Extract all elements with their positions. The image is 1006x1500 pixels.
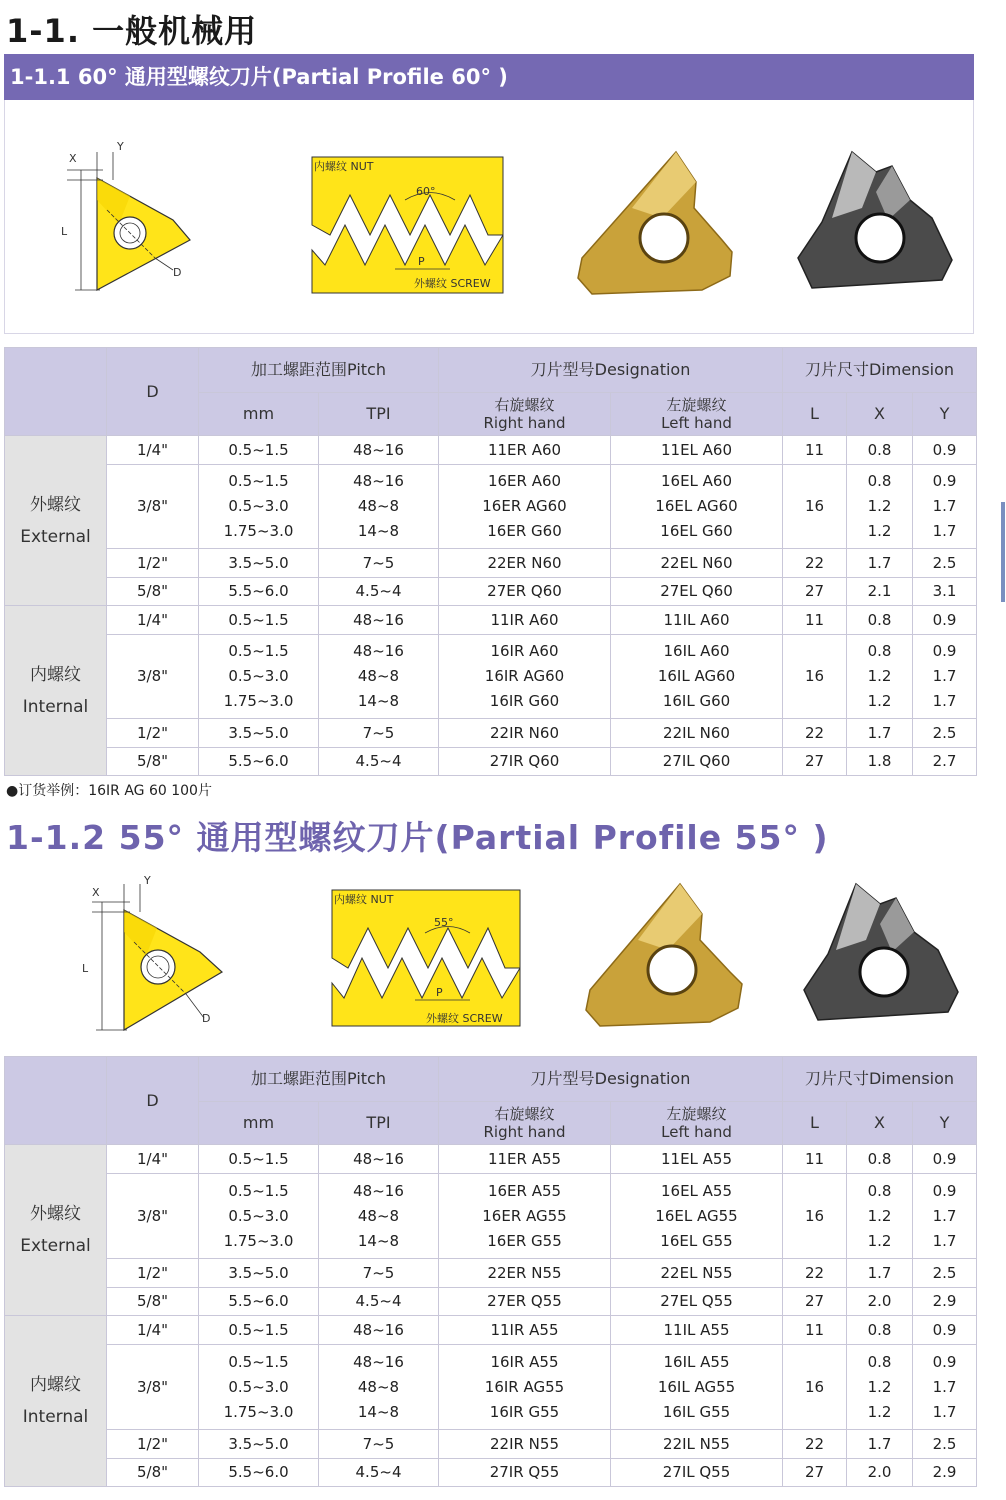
header-blank — [5, 1057, 107, 1145]
cell-tpi: 4.5~4 — [319, 1459, 439, 1487]
cell-l: 16 — [783, 1345, 847, 1430]
cell-x: 0.8 — [847, 436, 913, 465]
cell-right: 22ER N55 — [439, 1259, 611, 1288]
cell-left: 16IL A60 16IL AG60 16IL G60 — [611, 635, 783, 719]
diagram-label-l: L — [61, 225, 68, 238]
header-tpi: TPI — [319, 1102, 439, 1145]
table-row — [5, 719, 977, 748]
group-cn: 外螺纹 — [30, 494, 81, 515]
header-left-hand — [611, 393, 783, 436]
header-x: X — [847, 393, 913, 436]
cell-d: 1/4" — [107, 436, 199, 465]
diagram-label-d: D — [202, 1012, 211, 1025]
table-row — [5, 1259, 977, 1288]
cell-x: 1.7 — [847, 549, 913, 578]
cell-mm: 0.5~1.5 0.5~3.0 1.75~3.0 — [199, 635, 319, 719]
table-row — [5, 1459, 977, 1487]
gold-insert-image-55 — [580, 880, 750, 1030]
group-internal — [5, 1316, 107, 1487]
table-row — [5, 748, 977, 776]
header-y: Y — [913, 393, 977, 436]
cell-y: 3.1 — [913, 578, 977, 606]
cell-d: 3/8" — [107, 1174, 199, 1259]
left-hand-en: Left hand — [661, 1123, 732, 1141]
cell-x: 2.0 — [847, 1288, 913, 1316]
table-row — [5, 436, 977, 465]
cell-d: 1/2" — [107, 1430, 199, 1459]
page-title: 1-1. 一般机械用 — [6, 12, 258, 50]
cell-l: 11 — [783, 1145, 847, 1174]
cell-right: 11IR A55 — [439, 1316, 611, 1345]
cell-y: 0.9 — [913, 606, 977, 635]
pitch-label: P — [436, 986, 443, 999]
left-hand-en: Left hand — [661, 414, 732, 432]
cell-right: 11IR A60 — [439, 606, 611, 635]
header-right-hand — [439, 393, 611, 436]
cell-tpi: 4.5~4 — [319, 748, 439, 776]
cell-x: 1.7 — [847, 1259, 913, 1288]
cell-left: 22EL N60 — [611, 549, 783, 578]
cell-left: 22IL N60 — [611, 719, 783, 748]
header-l: L — [783, 1102, 847, 1145]
screw-label: 外螺纹 SCREW — [414, 277, 491, 290]
cell-mm: 3.5~5.0 — [199, 549, 319, 578]
cell-mm: 5.5~6.0 — [199, 1459, 319, 1487]
cell-right: 22ER N60 — [439, 549, 611, 578]
angle-label: 60° — [416, 185, 436, 198]
group-internal — [5, 606, 107, 776]
group-cn: 内螺纹 — [30, 1375, 81, 1395]
cell-tpi: 48~16 48~8 14~8 — [319, 635, 439, 719]
cell-right: 16ER A60 16ER AG60 16ER G60 — [439, 465, 611, 549]
cell-d: 3/8" — [107, 465, 199, 549]
diagram-label-y: Y — [117, 140, 124, 153]
cell-d: 5/8" — [107, 1288, 199, 1316]
cell-x: 0.8 — [847, 1145, 913, 1174]
cell-y: 2.9 — [913, 1459, 977, 1487]
cell-y: 2.5 — [913, 549, 977, 578]
group-en: Internal — [22, 1407, 89, 1427]
cell-y: 0.9 — [913, 436, 977, 465]
cell-l: 22 — [783, 1259, 847, 1288]
table-row — [5, 465, 977, 549]
cell-mm: 5.5~6.0 — [199, 578, 319, 606]
cell-d: 1/2" — [107, 549, 199, 578]
cell-l: 22 — [783, 1430, 847, 1459]
cell-right: 27ER Q55 — [439, 1288, 611, 1316]
header-l: L — [783, 393, 847, 436]
cell-left: 16IL A55 16IL AG55 16IL G55 — [611, 1345, 783, 1430]
cell-y: 0.9 1.7 1.7 — [913, 1174, 977, 1259]
silver-insert-image-60 — [792, 148, 962, 298]
right-hand-cn: 右旋螺纹 — [494, 1105, 555, 1123]
cell-l: 16 — [783, 465, 847, 549]
cell-y: 2.9 — [913, 1288, 977, 1316]
cell-right: 27IR Q60 — [439, 748, 611, 776]
diagram-label-y: Y — [144, 874, 151, 887]
cell-y: 0.9 — [913, 1145, 977, 1174]
angle-label: 55° — [434, 916, 454, 929]
cell-left: 27EL Q55 — [611, 1288, 783, 1316]
cell-d: 1/4" — [107, 1316, 199, 1345]
group-external — [5, 1145, 107, 1316]
header-x: X — [847, 1102, 913, 1145]
cell-tpi: 7~5 — [319, 1430, 439, 1459]
cell-x: 1.8 — [847, 748, 913, 776]
cell-d: 1/4" — [107, 1145, 199, 1174]
cell-tpi: 4.5~4 — [319, 1288, 439, 1316]
header-dimension: 刀片尺寸Dimension — [783, 348, 977, 393]
cell-x: 0.8 1.2 1.2 — [847, 635, 913, 719]
cell-right: 16IR A60 16IR AG60 16IR G60 — [439, 635, 611, 719]
cell-mm: 0.5~1.5 — [199, 606, 319, 635]
table-row — [5, 1145, 977, 1174]
cell-mm: 0.5~1.5 — [199, 436, 319, 465]
cell-x: 0.8 1.2 1.2 — [847, 1174, 913, 1259]
cell-d: 1/4" — [107, 606, 199, 635]
cell-tpi: 48~16 — [319, 436, 439, 465]
cell-mm: 3.5~5.0 — [199, 1259, 319, 1288]
cell-x: 0.8 1.2 1.2 — [847, 465, 913, 549]
header-tpi: TPI — [319, 393, 439, 436]
cell-mm: 0.5~1.5 0.5~3.0 1.75~3.0 — [199, 465, 319, 549]
cell-l: 27 — [783, 1288, 847, 1316]
cell-y: 2.5 — [913, 1430, 977, 1459]
header-d: D — [107, 348, 199, 436]
header-left-hand — [611, 1102, 783, 1145]
cell-y: 0.9 1.7 1.7 — [913, 465, 977, 549]
diagram-label-d: D — [173, 266, 182, 279]
cell-tpi: 48~16 — [319, 606, 439, 635]
table-row — [5, 1288, 977, 1316]
cell-tpi: 7~5 — [319, 719, 439, 748]
cell-l: 22 — [783, 719, 847, 748]
cell-l: 11 — [783, 606, 847, 635]
pitch-label: P — [418, 255, 425, 268]
cell-tpi: 7~5 — [319, 1259, 439, 1288]
table-row — [5, 635, 977, 719]
header-pitch: 加工螺距范围Pitch — [199, 348, 439, 393]
header-blank — [5, 348, 107, 436]
table-row — [5, 1316, 977, 1345]
insert-dimension-diagram-55 — [82, 872, 232, 1032]
cell-y: 2.5 — [913, 1259, 977, 1288]
cell-mm: 0.5~1.5 0.5~3.0 1.75~3.0 — [199, 1345, 319, 1430]
cell-tpi: 48~16 48~8 14~8 — [319, 465, 439, 549]
cell-l: 27 — [783, 578, 847, 606]
cell-left: 11IL A55 — [611, 1316, 783, 1345]
cell-x: 2.1 — [847, 578, 913, 606]
cell-y: 0.9 — [913, 1316, 977, 1345]
cell-d: 3/8" — [107, 1345, 199, 1430]
cell-mm: 0.5~1.5 0.5~3.0 1.75~3.0 — [199, 1174, 319, 1259]
screw-label: 外螺纹 SCREW — [426, 1012, 503, 1025]
table-row — [5, 606, 977, 635]
cell-mm: 0.5~1.5 — [199, 1145, 319, 1174]
cell-x: 0.8 — [847, 1316, 913, 1345]
table-row — [5, 1174, 977, 1259]
header-pitch: 加工螺距范围Pitch — [199, 1057, 439, 1102]
diagram-label-x: X — [69, 152, 77, 165]
cell-left: 11EL A60 — [611, 436, 783, 465]
cell-tpi: 48~16 — [319, 1316, 439, 1345]
cell-l: 27 — [783, 1459, 847, 1487]
cell-d: 5/8" — [107, 1459, 199, 1487]
cell-l: 16 — [783, 635, 847, 719]
cell-mm: 3.5~5.0 — [199, 1430, 319, 1459]
group-en: Internal — [22, 696, 89, 717]
table-row — [5, 578, 977, 606]
spec-table-60 — [4, 347, 977, 776]
insert-dimension-diagram — [55, 140, 205, 295]
cell-x: 2.0 — [847, 1459, 913, 1487]
cell-mm: 3.5~5.0 — [199, 719, 319, 748]
table-row — [5, 549, 977, 578]
cell-y: 0.9 1.7 1.7 — [913, 635, 977, 719]
cell-right: 16IR A55 16IR AG55 16IR G55 — [439, 1345, 611, 1430]
cell-left: 27IL Q55 — [611, 1459, 783, 1487]
cell-d: 3/8" — [107, 635, 199, 719]
cell-l: 27 — [783, 748, 847, 776]
header-designation: 刀片型号Designation — [439, 1057, 783, 1102]
gold-insert-image-60 — [572, 148, 742, 298]
group-en: External — [20, 1236, 91, 1256]
group-external — [5, 436, 107, 606]
cell-l: 22 — [783, 549, 847, 578]
nut-label: 内螺纹 NUT — [334, 893, 394, 906]
cell-right: 22IR N55 — [439, 1430, 611, 1459]
right-hand-en: Right hand — [483, 414, 566, 432]
cell-left: 27IL Q60 — [611, 748, 783, 776]
section-header-60: 1-1.1 60° 通用型螺纹刀片(Partial Profile 60° ) — [4, 54, 974, 100]
cell-d: 5/8" — [107, 578, 199, 606]
cell-d: 1/2" — [107, 1259, 199, 1288]
cell-mm: 5.5~6.0 — [199, 748, 319, 776]
cell-left: 16EL A60 16EL AG60 16EL G60 — [611, 465, 783, 549]
diagram-label-l: L — [82, 962, 89, 975]
left-hand-cn: 左旋螺纹 — [666, 1105, 727, 1123]
cell-x: 0.8 — [847, 606, 913, 635]
header-right-hand — [439, 1102, 611, 1145]
nut-label: 内螺纹 NUT — [314, 160, 374, 173]
cell-left: 22EL N55 — [611, 1259, 783, 1288]
cell-y: 2.7 — [913, 748, 977, 776]
cell-left: 27EL Q60 — [611, 578, 783, 606]
header-y: Y — [913, 1102, 977, 1145]
header-d: D — [107, 1057, 199, 1145]
cell-l: 11 — [783, 436, 847, 465]
group-en: External — [20, 526, 91, 547]
cell-x: 0.8 1.2 1.2 — [847, 1345, 913, 1430]
cell-right: 22IR N60 — [439, 719, 611, 748]
cell-y: 0.9 1.7 1.7 — [913, 1345, 977, 1430]
right-hand-cn: 右旋螺纹 — [494, 396, 555, 414]
cell-tpi: 4.5~4 — [319, 578, 439, 606]
cell-left: 22IL N55 — [611, 1430, 783, 1459]
thread-profile-60 — [310, 155, 505, 295]
cell-right: 27IR Q55 — [439, 1459, 611, 1487]
section-header-55: 1-1.2 55° 通用型螺纹刀片(Partial Profile 55° ) — [6, 818, 829, 857]
cell-right: 16ER A55 16ER AG55 16ER G55 — [439, 1174, 611, 1259]
cell-tpi: 48~16 — [319, 1145, 439, 1174]
order-example-note: ●订货举例：16IR AG 60 100片 — [6, 783, 212, 799]
cell-left: 11IL A60 — [611, 606, 783, 635]
left-hand-cn: 左旋螺纹 — [666, 396, 727, 414]
cell-right: 11ER A55 — [439, 1145, 611, 1174]
cell-x: 1.7 — [847, 719, 913, 748]
header-dimension: 刀片尺寸Dimension — [783, 1057, 977, 1102]
silver-insert-image-55 — [798, 880, 968, 1030]
cell-x: 1.7 — [847, 1430, 913, 1459]
table-row — [5, 1430, 977, 1459]
cell-y: 2.5 — [913, 719, 977, 748]
cell-l: 11 — [783, 1316, 847, 1345]
cell-left: 16EL A55 16EL AG55 16EL G55 — [611, 1174, 783, 1259]
cell-tpi: 48~16 48~8 14~8 — [319, 1345, 439, 1430]
table-row — [5, 1345, 977, 1430]
cell-right: 11ER A60 — [439, 436, 611, 465]
cell-tpi: 7~5 — [319, 549, 439, 578]
group-cn: 外螺纹 — [30, 1204, 81, 1224]
cell-right: 27ER Q60 — [439, 578, 611, 606]
cell-mm: 0.5~1.5 — [199, 1316, 319, 1345]
diagram-label-x: X — [92, 886, 100, 899]
cell-d: 1/2" — [107, 719, 199, 748]
header-mm: mm — [199, 1102, 319, 1145]
header-mm: mm — [199, 393, 319, 436]
spec-table-55 — [4, 1056, 977, 1487]
scrollbar-thumb[interactable] — [1001, 502, 1005, 602]
cell-mm: 5.5~6.0 — [199, 1288, 319, 1316]
cell-left: 11EL A55 — [611, 1145, 783, 1174]
thread-profile-55 — [330, 888, 522, 1028]
header-designation: 刀片型号Designation — [439, 348, 783, 393]
group-cn: 内螺纹 — [30, 664, 81, 685]
cell-d: 5/8" — [107, 748, 199, 776]
cell-l: 16 — [783, 1174, 847, 1259]
cell-tpi: 48~16 48~8 14~8 — [319, 1174, 439, 1259]
right-hand-en: Right hand — [483, 1123, 566, 1141]
